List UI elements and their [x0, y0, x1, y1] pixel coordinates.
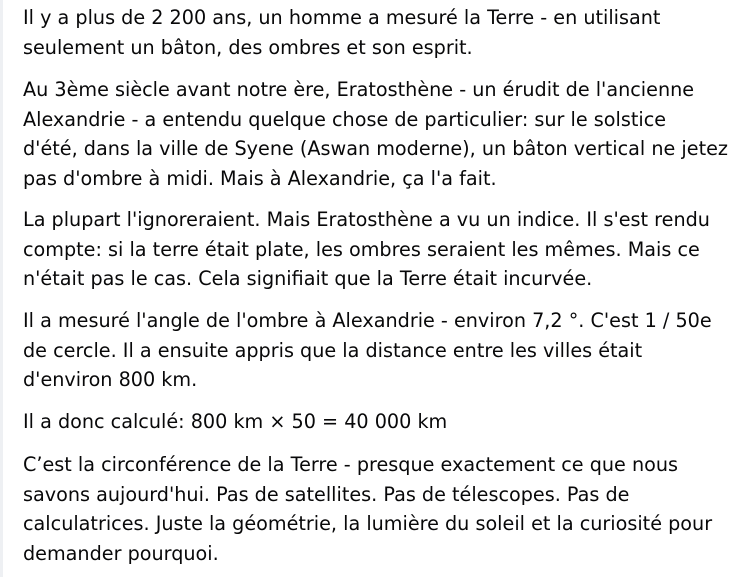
text-line: demander pourquoi. [23, 541, 219, 565]
text-line: Il a mesuré l'angle de l'ombre à Alexandrie - environ 7,2 °. C'est 1 / 50e [23, 309, 712, 332]
text-line: d'été, dans la ville de Syene (Aswan moderne), un bâton vertical ne jetez [23, 137, 728, 160]
text-line: compte: si la terre était plate, les ombres seraient les mêmes. Mais ce [23, 237, 700, 261]
left-border [0, 0, 3, 577]
text-line: pas d'ombre à midi. Mais à Alexandrie, ça l'a fait. [23, 166, 497, 190]
text-line: Au 3ème siècle avant notre ère, Eratosthène - un érudit de l'ancienne [23, 78, 695, 101]
paragraph-eratosthenes [23, 75, 747, 193]
paragraph-angle [23, 306, 747, 395]
text-line: calculatrices. Juste la géométrie, la lumière du soleil et la curiosité pour [23, 512, 713, 535]
text-line: savons aujourd'hui. Pas de satellites. Pas de télescopes. Pas de [23, 482, 630, 506]
text-line: seulement un bâton, des ombres et son esprit. [23, 35, 473, 59]
text-line: n'était pas le cas. Cela signifiait que la Terre était incurvée. [23, 267, 593, 290]
text-line: La plupart l'ignoreraient. Mais Eratosthène a vu un indice. Il s'est rendu [23, 208, 710, 231]
paragraph-clue [23, 205, 747, 294]
paragraph-conclusion [23, 450, 747, 568]
paragraph-calculation [23, 407, 747, 437]
text-line: de cercle. Il a ensuite appris que la distance entre les villes était [23, 338, 643, 362]
text-line: Alexandrie - a entendu quelque chose de particulier: sur le solstice [23, 107, 667, 131]
text-line: C’est la circonférence de la Terre - presque exactement ce que nous [23, 453, 679, 476]
paragraph-intro [23, 3, 747, 62]
text-line: d'environ 800 km. [23, 368, 198, 391]
text-line: Il y a plus de 2 200 ans, un homme a mesuré la Terre - en utilisant [23, 6, 661, 29]
text-line: Il a donc calculé: 800 km × 50 = 40 000 km [23, 410, 448, 433]
